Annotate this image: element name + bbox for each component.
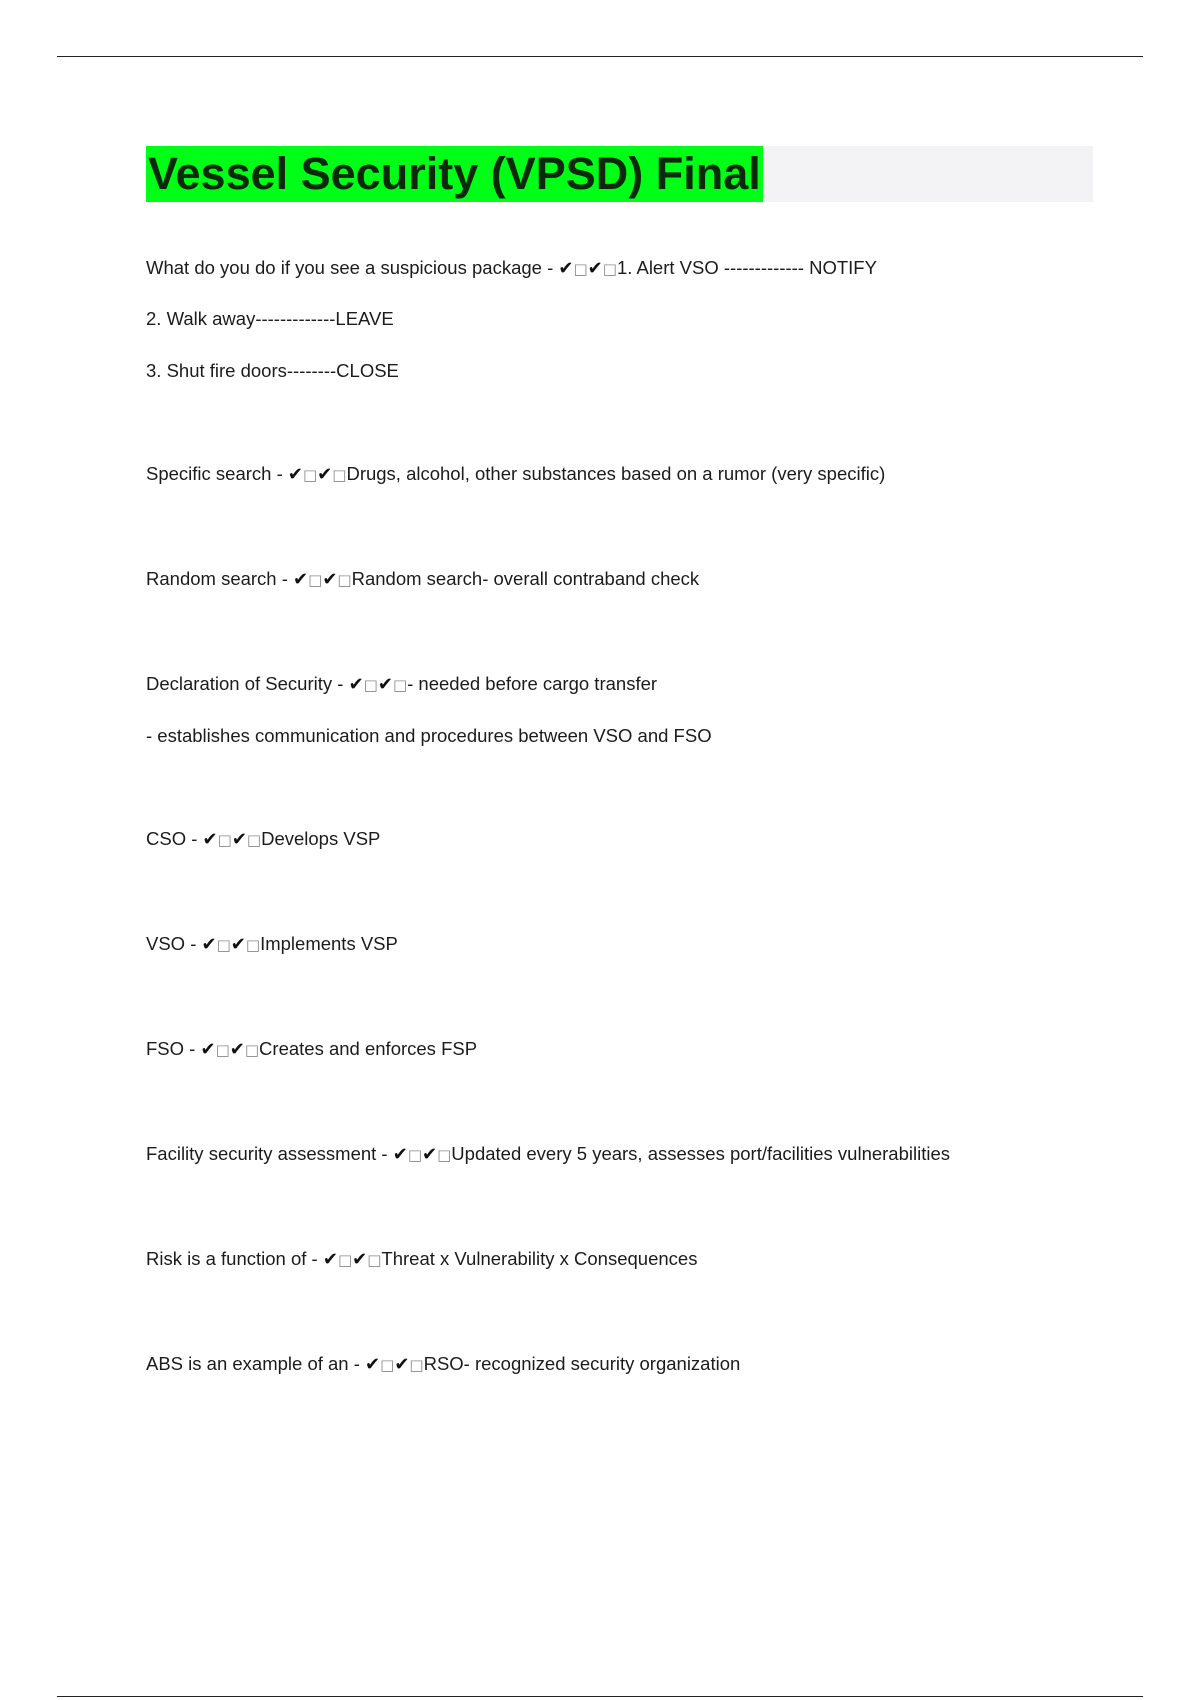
card-suspicious-package xyxy=(146,256,877,281)
box-icon: □ xyxy=(337,571,352,589)
check-icon: ✔ xyxy=(587,258,603,279)
check-icon: ✔ xyxy=(352,1249,368,1270)
box-icon: □ xyxy=(215,1041,230,1059)
check-icon: ✔ xyxy=(230,934,246,955)
card-answer: RSO- recognized security organization xyxy=(423,1353,741,1374)
card-random-search xyxy=(146,567,699,592)
box-icon: □ xyxy=(244,1041,260,1059)
card-answer: 1. Alert VSO ------------- NOTIFY xyxy=(616,257,877,278)
check-icon: ✔ xyxy=(348,674,364,695)
check-icon: ✔ xyxy=(392,1144,408,1165)
box-icon: □ xyxy=(407,1146,423,1164)
card-answer: Updated every 5 years, assesses port/facilities vulnerabilities xyxy=(451,1143,951,1164)
check-icon: ✔ xyxy=(229,1039,245,1060)
card-cso xyxy=(146,827,380,852)
check-icon: ✔ xyxy=(558,258,574,279)
check-icon: ✔ xyxy=(201,934,217,955)
check-icon: ✔ xyxy=(317,464,333,485)
card-question: Specific search - xyxy=(146,463,288,484)
bottom-rule xyxy=(57,1696,1143,1697)
card-specific-search xyxy=(146,462,885,487)
card-fso xyxy=(146,1037,477,1062)
box-icon: □ xyxy=(216,936,231,954)
card-question: CSO - xyxy=(146,828,203,849)
box-icon: □ xyxy=(302,466,318,484)
card-question: VSO - xyxy=(146,933,202,954)
card-question: What do you do if you see a suspicious package - xyxy=(146,257,559,278)
box-icon: □ xyxy=(437,1146,452,1164)
check-icon: ✔ xyxy=(422,1144,438,1165)
box-icon: □ xyxy=(337,1251,353,1269)
card-question: Facility security assessment - xyxy=(146,1143,393,1164)
card-question: Risk is a function of - xyxy=(146,1248,323,1269)
box-icon: □ xyxy=(392,676,408,694)
check-icon: ✔ xyxy=(365,1354,381,1375)
check-icon: ✔ xyxy=(202,829,218,850)
card-answer: Implements VSP xyxy=(260,933,398,954)
document-title: Vessel Security (VPSD) Final xyxy=(146,146,763,202)
top-rule xyxy=(57,56,1143,57)
box-icon: □ xyxy=(367,1251,382,1269)
check-icon: ✔ xyxy=(231,829,247,850)
box-icon: □ xyxy=(363,676,378,694)
card-continuation: 3. Shut fire doors--------CLOSE xyxy=(146,360,399,381)
box-icon: □ xyxy=(332,466,347,484)
card-answer: Threat x Vulnerability x Consequences xyxy=(381,1248,698,1269)
check-icon: ✔ xyxy=(322,569,338,590)
check-icon: ✔ xyxy=(394,1354,410,1375)
check-icon: ✔ xyxy=(322,1249,338,1270)
card-continuation: - establishes communication and procedures between VSO and FSO xyxy=(146,725,712,746)
card-question: ABS is an example of an - xyxy=(146,1353,366,1374)
box-icon: □ xyxy=(602,260,617,278)
card-vso xyxy=(146,932,398,957)
check-icon: ✔ xyxy=(287,464,303,485)
card-facility-security-assessment xyxy=(146,1142,950,1167)
card-answer: Develops VSP xyxy=(261,828,381,849)
box-icon: □ xyxy=(246,831,262,849)
card-answer: Drugs, alcohol, other substances based on a rumor (very specific) xyxy=(346,463,886,484)
box-icon: □ xyxy=(380,1356,395,1374)
card-question: Declaration of Security - xyxy=(146,673,349,694)
card-declaration-of-security xyxy=(146,672,657,697)
box-icon: □ xyxy=(308,571,323,589)
box-icon: □ xyxy=(409,1356,424,1374)
card-question: FSO - xyxy=(146,1038,201,1059)
card-answer: - needed before cargo transfer xyxy=(407,673,658,694)
card-risk-function xyxy=(146,1247,697,1272)
box-icon: □ xyxy=(217,831,232,849)
card-abs-rso xyxy=(146,1352,740,1377)
check-icon: ✔ xyxy=(293,569,309,590)
card-answer: Creates and enforces FSP xyxy=(259,1038,478,1059)
card-continuation: 2. Walk away-------------LEAVE xyxy=(146,308,394,329)
box-icon: □ xyxy=(245,936,261,954)
card-question: Random search - xyxy=(146,568,294,589)
check-icon: ✔ xyxy=(377,674,393,695)
check-icon: ✔ xyxy=(200,1039,216,1060)
card-answer: Random search- overall contraband check xyxy=(351,568,700,589)
box-icon: □ xyxy=(573,260,588,278)
